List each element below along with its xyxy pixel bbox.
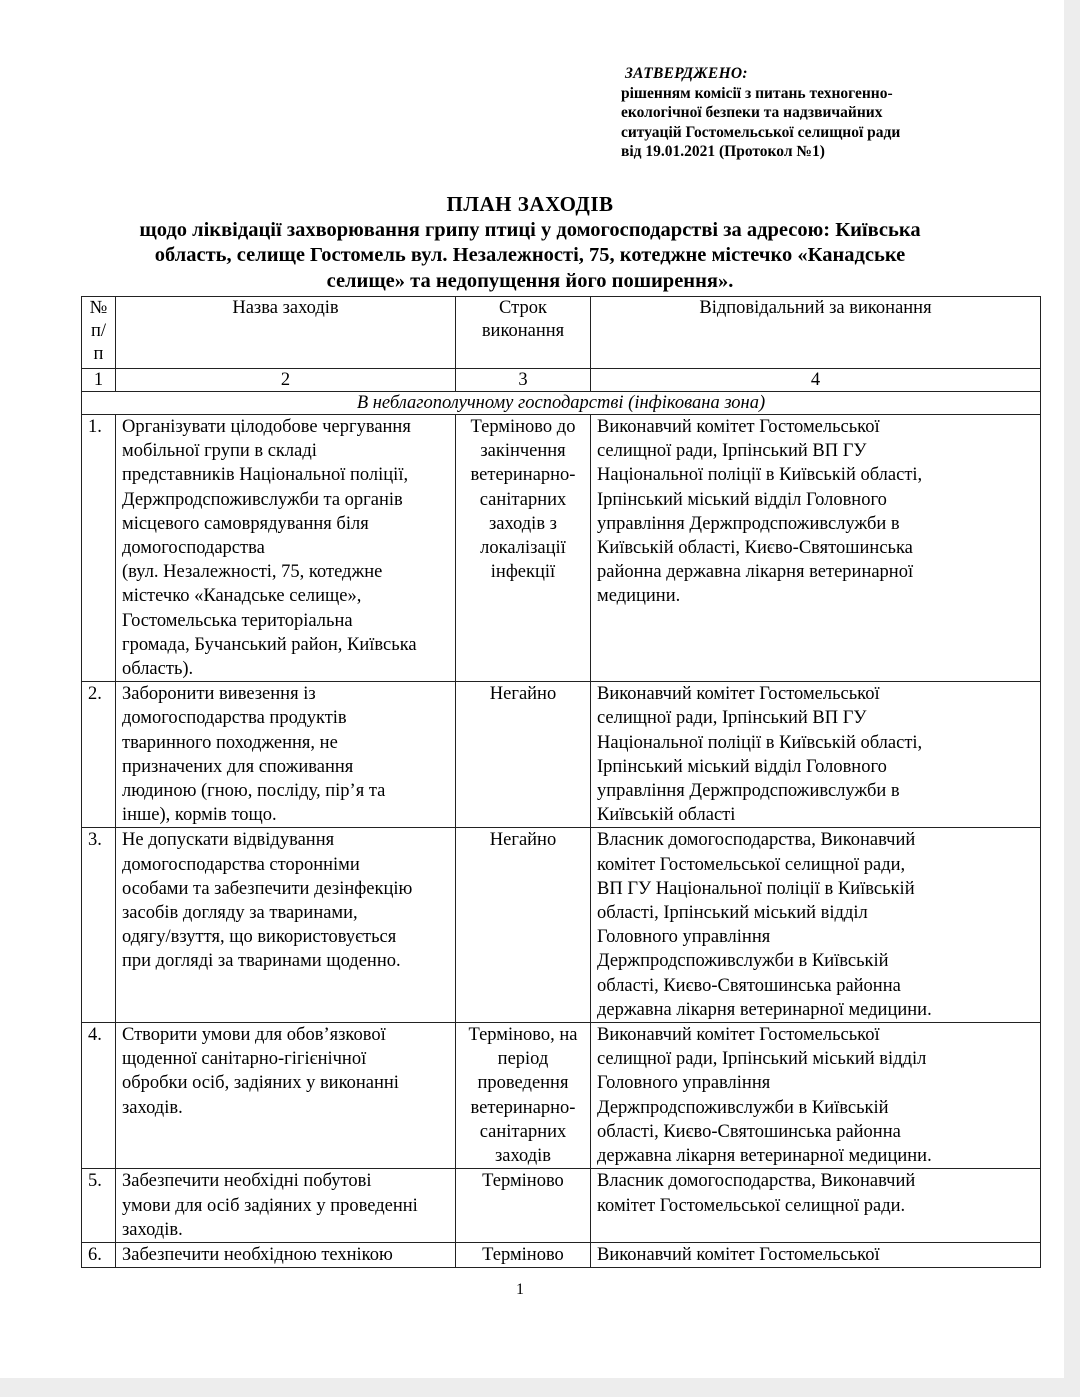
term-line: ветеринарно- xyxy=(470,1097,576,1118)
measure-name-line: особами та забезпечити дезінфекцію xyxy=(122,878,413,899)
responsible-line: Київській області xyxy=(597,805,736,826)
measure-name-line: область). xyxy=(122,659,194,680)
responsible-line: області, Києво-Святошинська районна xyxy=(597,975,901,996)
responsible-line: Головного управління xyxy=(597,927,771,948)
responsible-cell xyxy=(591,682,1041,828)
approval-line: ситуацій Гостомельської селищної ради xyxy=(621,123,901,141)
title-line: область, селище Гостомель вул. Незалежності, 75, котеджне містечко «Канадське xyxy=(154,244,906,266)
row-number: 2. xyxy=(82,682,116,828)
responsible-line: Головного управління xyxy=(597,1073,771,1094)
header-number-line: № xyxy=(89,298,108,318)
responsible-cell xyxy=(591,1023,1041,1169)
term-line: Терміново, на xyxy=(468,1025,578,1046)
responsible-line: селищної ради, Ірпінський міський відділ xyxy=(597,1049,927,1070)
measures-table xyxy=(81,296,1041,1268)
table-row xyxy=(82,828,1041,1023)
header-term-line: Строк xyxy=(499,298,547,318)
column-number: 1 xyxy=(82,369,116,392)
measure-name-line: щоденної санітарно-гігієнічної xyxy=(122,1049,367,1070)
responsible-line: Виконавчий комітет Гостомельської xyxy=(597,1025,880,1046)
table-row xyxy=(82,415,1041,682)
table-row xyxy=(82,682,1041,828)
term-line: Терміново xyxy=(482,1171,564,1192)
column-number: 2 xyxy=(116,369,456,392)
responsible-line: Національної поліції в Київській області, xyxy=(597,732,923,753)
responsible-line: комітет Гостомельської селищної ради. xyxy=(597,1195,906,1216)
header-term xyxy=(456,297,591,369)
title-line: селище» та недопущення його поширення». xyxy=(326,269,734,292)
title-line: щодо ліквідації захворювання грипу птиці у домогосподарстві за адресою: Київська xyxy=(139,218,921,241)
measure-name-line: обробки осіб, задіяних у виконанні xyxy=(122,1073,399,1094)
responsible-line: управління Держпродспоживслужби в xyxy=(597,513,900,534)
table-row xyxy=(82,1242,1041,1267)
header-measure-name: Назва заходів xyxy=(116,297,456,369)
approval-line: екологічної безпеки та надзвичайних xyxy=(621,104,883,121)
term-line: локалізації xyxy=(480,538,566,559)
header-responsible: Відповідальний за виконання xyxy=(591,297,1041,369)
column-number: 3 xyxy=(456,369,591,392)
term-cell xyxy=(456,1169,591,1243)
responsible-line: Держпродспоживслужби в Київській xyxy=(597,951,889,972)
responsible-line: Ірпінський міський відділ Головного xyxy=(597,756,887,777)
row-number: 3. xyxy=(82,828,116,1023)
term-line: заходів з xyxy=(488,513,557,534)
responsible-line: управління Держпродспоживслужби в xyxy=(597,781,900,802)
responsible-cell xyxy=(591,828,1041,1023)
responsible-line: державна лікарня ветеринарної медицини. xyxy=(597,1146,932,1167)
term-cell xyxy=(456,682,591,828)
header-term-line: виконання xyxy=(481,321,565,341)
responsible-line: районна державна лікарня ветеринарної xyxy=(597,562,914,583)
term-line: Терміново xyxy=(482,1244,564,1265)
term-line: санітарних xyxy=(479,1121,567,1142)
measure-name-line: умови для осіб задіяних у проведенні xyxy=(122,1195,418,1216)
term-line: заходів xyxy=(494,1146,552,1167)
responsible-line: Київській області, Києво-Святошинська xyxy=(597,538,913,559)
measure-name-cell xyxy=(116,682,456,828)
measure-name-line: заходів. xyxy=(122,1097,183,1118)
responsible-line: Виконавчий комітет Гостомельської xyxy=(597,1244,880,1265)
section-title: В неблагополучному господарстві (інфікована зона) xyxy=(82,392,1041,415)
measure-name-line: громада, Бучанський район, Київська xyxy=(122,634,417,655)
approval-line: від 19.01.2021 (Протокол №1) xyxy=(621,143,825,160)
measure-name-line: інше), кормів тощо. xyxy=(122,805,277,826)
column-number-row xyxy=(82,369,1041,392)
term-line: проведення xyxy=(477,1073,569,1094)
page-number: 1 xyxy=(516,1281,524,1298)
responsible-line: Власник домогосподарства, Виконавчий xyxy=(597,1171,916,1192)
measure-name-line: Гостомельська територіальна xyxy=(122,610,353,631)
measure-name-line: Створити умови для обов’язкової xyxy=(122,1025,386,1046)
term-cell xyxy=(456,1023,591,1169)
measure-name-cell xyxy=(116,1169,456,1243)
measure-name-line: місцевого самоврядування біля xyxy=(122,513,369,534)
measure-name-cell xyxy=(116,1242,456,1267)
term-line: закінчення xyxy=(480,441,566,462)
approval-stamp xyxy=(621,64,900,162)
measure-name-line: домогосподарства продуктів xyxy=(122,708,347,729)
term-cell xyxy=(456,1242,591,1267)
measure-name-line: Організувати цілодобове чергування xyxy=(122,417,411,437)
measure-name-line: засобів догляду за тваринами, xyxy=(122,903,358,924)
term-line: інфекції xyxy=(490,562,556,583)
table-header-row xyxy=(82,297,1041,369)
responsible-line: селищної ради, Ірпінський ВП ГУ xyxy=(597,708,867,729)
measure-name-cell xyxy=(116,415,456,682)
responsible-line: комітет Гостомельської селищної ради, xyxy=(597,854,906,875)
responsible-line: Держпродспоживслужби в Київській xyxy=(597,1097,889,1118)
header-number-line: п/ xyxy=(90,321,107,341)
table-row xyxy=(82,1023,1041,1169)
approval-line: рішенням комісії з питань техногенно- xyxy=(621,84,893,102)
measure-name-line: тваринного походження, не xyxy=(122,732,338,753)
measure-name-line: Забезпечити необхідною технікою xyxy=(122,1244,393,1265)
responsible-line: Власник домогосподарства, Виконавчий xyxy=(597,830,916,851)
measure-name-cell xyxy=(116,828,456,1023)
term-line: Негайно xyxy=(489,684,557,705)
responsible-line: області, Києво-Святошинська районна xyxy=(597,1121,901,1142)
measure-name-line: заходів. xyxy=(122,1219,183,1240)
term-cell xyxy=(456,828,591,1023)
responsible-cell xyxy=(591,1169,1041,1243)
measure-name-line: призначених для споживання xyxy=(122,756,354,777)
responsible-cell xyxy=(591,1242,1041,1267)
measure-name-line: Забезпечити необхідні побутові xyxy=(122,1171,372,1192)
measure-name-line: домогосподарства xyxy=(122,538,265,559)
measure-name-line: мобільної групи в складі xyxy=(122,441,317,462)
measure-name-line: містечко «Канадське селище», xyxy=(122,586,362,607)
measure-name-line: Не допускати відвідування xyxy=(122,830,335,851)
document-title xyxy=(60,192,1000,294)
term-line: ветеринарно- xyxy=(470,465,576,486)
header-number-line: п xyxy=(93,344,104,364)
term-line: період xyxy=(497,1049,549,1070)
responsible-line: Виконавчий комітет Гостомельської xyxy=(597,684,880,705)
measure-name-line: представників Національної поліції, xyxy=(122,465,409,486)
responsible-line: ВП ГУ Національної поліції в Київській xyxy=(597,878,915,899)
measure-name-line: домогосподарства сторонніми xyxy=(122,854,360,875)
plan-title: ПЛАН ЗАХОДІВ xyxy=(446,192,614,216)
measure-name-line: при догляді за тваринами щоденно. xyxy=(122,951,401,972)
term-line: Терміново до xyxy=(470,417,576,437)
row-number: 6. xyxy=(82,1242,116,1267)
term-line: Негайно xyxy=(489,830,557,851)
responsible-line: медицини. xyxy=(597,586,681,607)
table-row xyxy=(82,1169,1041,1243)
responsible-line: Ірпінський міський відділ Головного xyxy=(597,489,887,510)
responsible-line: Виконавчий комітет Гостомельської xyxy=(597,417,880,437)
term-cell xyxy=(456,415,591,682)
section-row xyxy=(82,392,1041,415)
header-number xyxy=(82,297,116,369)
measure-name-line: людиною (гною, посліду, пір’я та xyxy=(122,781,386,802)
row-number: 4. xyxy=(82,1023,116,1169)
column-number: 4 xyxy=(591,369,1041,392)
responsible-line: області, Ірпінський міський відділ xyxy=(597,903,868,924)
row-number: 1. xyxy=(82,415,116,682)
measure-name-line: одягу/взуття, що використовується xyxy=(122,927,397,948)
measure-name-line: Заборонити вивезення із xyxy=(122,684,316,705)
row-number: 5. xyxy=(82,1169,116,1243)
measure-name-line: Держпродспоживслужби та органів xyxy=(122,489,403,510)
responsible-line: державна лікарня ветеринарної медицини. xyxy=(597,999,932,1020)
responsible-line: селищної ради, Ірпінський ВП ГУ xyxy=(597,441,867,462)
term-line: санітарних xyxy=(479,489,567,510)
measure-name-line: (вул. Незалежності, 75, котеджне xyxy=(122,562,383,583)
approval-heading: ЗАТВЕРДЖЕНО: xyxy=(625,65,748,82)
measure-name-cell xyxy=(116,1023,456,1169)
responsible-cell xyxy=(591,415,1041,682)
responsible-line: Національної поліції в Київській області, xyxy=(597,465,923,486)
